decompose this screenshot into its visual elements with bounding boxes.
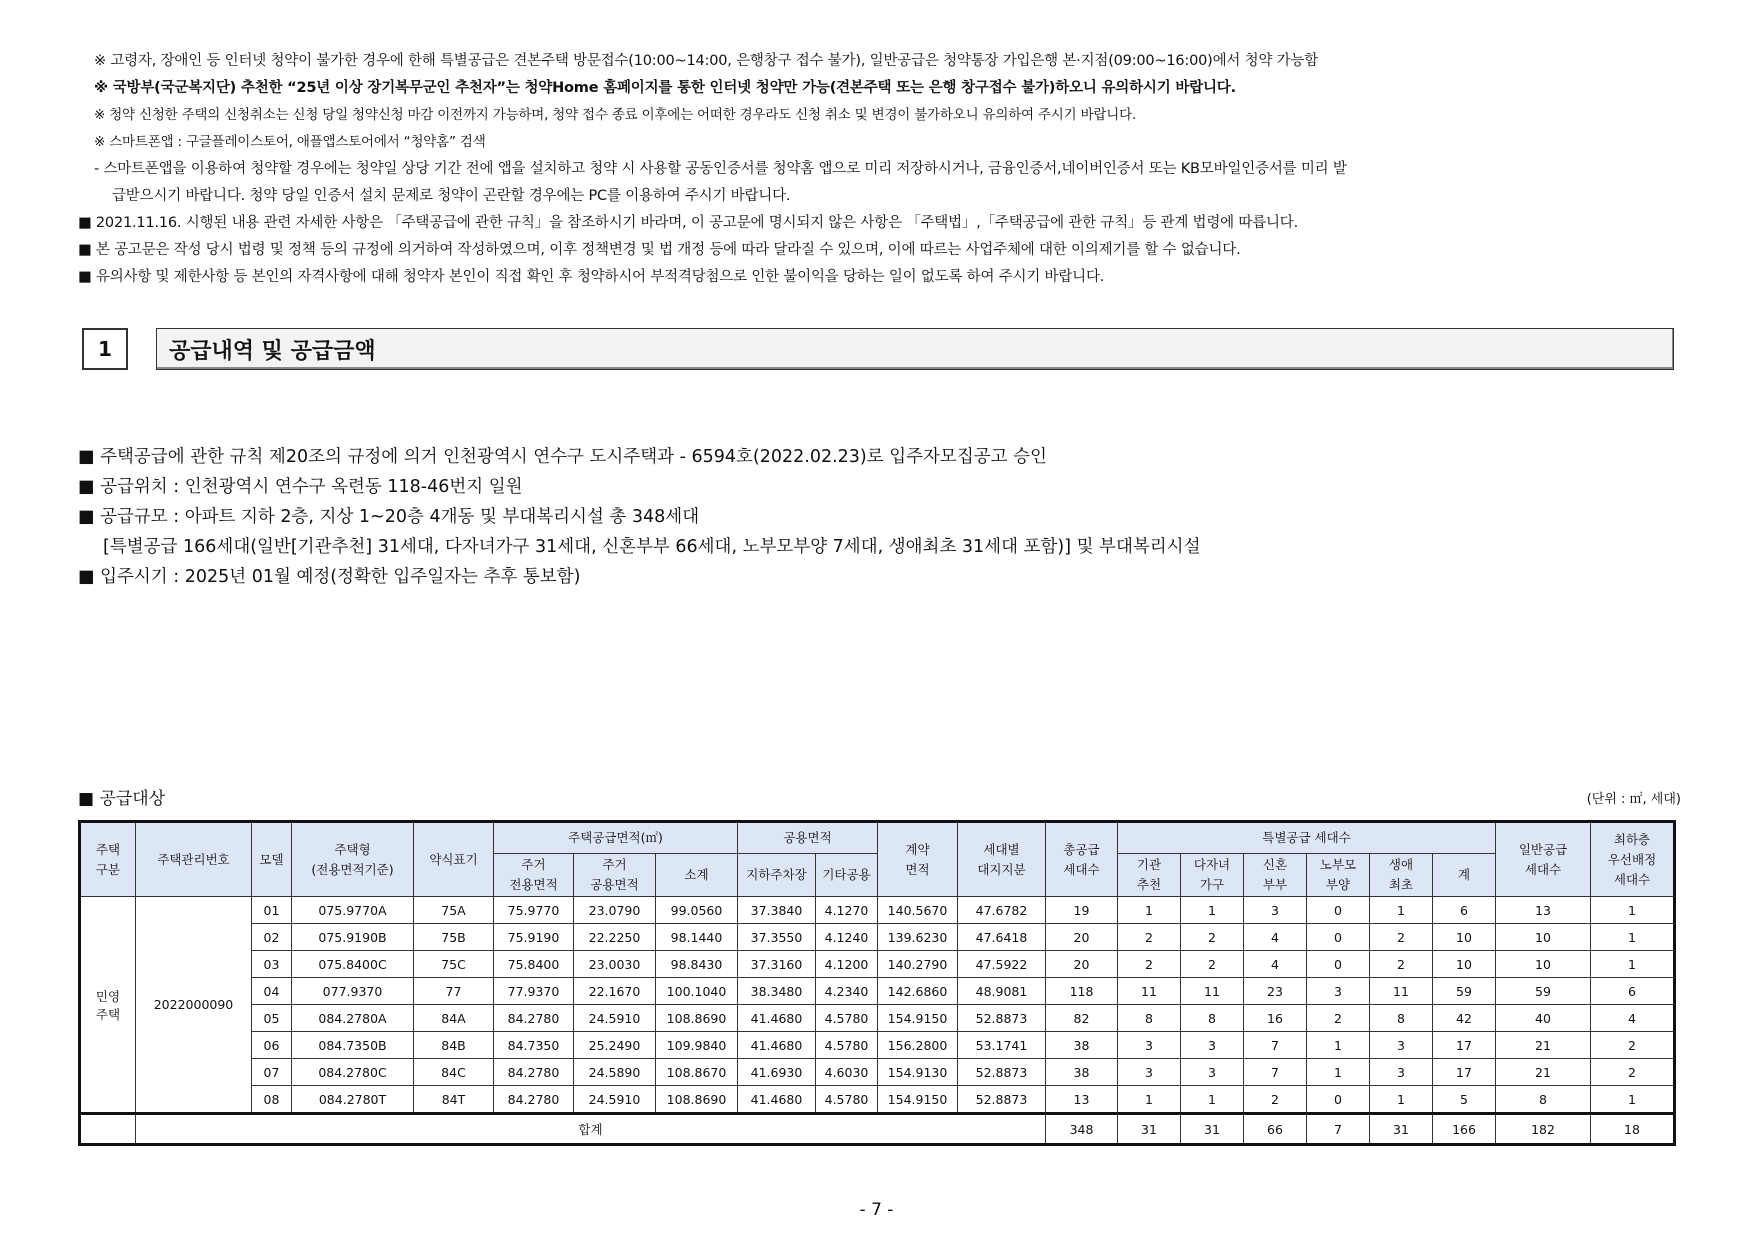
table-cell: 075.9770A <box>292 897 414 924</box>
table-cell: 38 <box>1046 1059 1118 1086</box>
table-cell: 84.7350 <box>494 1032 574 1059</box>
total-cell: 166 <box>1433 1114 1496 1145</box>
table-cell: 59 <box>1433 978 1496 1005</box>
table-cell: 154.9150 <box>878 1005 958 1032</box>
table-cell: 3 <box>1244 897 1307 924</box>
table-cell: 11 <box>1118 978 1181 1005</box>
total-cell: 31 <box>1370 1114 1433 1145</box>
unit-label: (단위 : ㎡, 세대) <box>1586 792 1681 807</box>
supply-target-label: ■ 공급대상 <box>78 789 166 809</box>
table-cell: 142.6860 <box>878 978 958 1005</box>
header-multi-child: 다자녀 가구 <box>1181 854 1244 897</box>
table-cell: 23.0030 <box>574 951 656 978</box>
table-cell: 42 <box>1433 1005 1496 1032</box>
total-cell: 7 <box>1307 1114 1370 1145</box>
header-total-supply: 총공급 세대수 <box>1046 822 1118 897</box>
table-cell: 11 <box>1181 978 1244 1005</box>
header-subtotal: 소계 <box>656 854 738 897</box>
table-cell: 1 <box>1370 1086 1433 1114</box>
table-cell: 1 <box>1307 1032 1370 1059</box>
table-cell: 118 <box>1046 978 1118 1005</box>
table-cell: 2 <box>1118 951 1181 978</box>
table-cell: 13 <box>1496 897 1591 924</box>
table-cell: 84T <box>414 1086 494 1114</box>
table-cell: 1 <box>1307 1059 1370 1086</box>
table-cell: 154.9150 <box>878 1086 958 1114</box>
table-cell: 075.9190B <box>292 924 414 951</box>
table-cell: 108.8690 <box>656 1086 738 1114</box>
header-mgmt-no: 주택관리번호 <box>136 822 252 897</box>
table-cell: 4.5780 <box>816 1032 878 1059</box>
header-special-sum: 계 <box>1433 854 1496 897</box>
table-cell: 77 <box>414 978 494 1005</box>
table-cell: 7 <box>1244 1032 1307 1059</box>
table-cell: 4.5780 <box>816 1086 878 1114</box>
table-cell: 1 <box>1591 1086 1675 1114</box>
table-cell: 21 <box>1496 1032 1591 1059</box>
table-cell: 16 <box>1244 1005 1307 1032</box>
table-cell: 82 <box>1046 1005 1118 1032</box>
table-cell: 04 <box>252 978 292 1005</box>
table-cell: 0 <box>1307 951 1370 978</box>
mgmt-no-cell: 2022000090 <box>136 897 252 1114</box>
table-cell: 084.7350B <box>292 1032 414 1059</box>
header-short: 약식표기 <box>414 822 494 897</box>
table-cell: 20 <box>1046 951 1118 978</box>
table-cell: 84B <box>414 1032 494 1059</box>
table-cell: 23.0790 <box>574 897 656 924</box>
supply-location: ■ 공급위치 : 인천광역시 연수구 옥련동 118-46번지 일원 <box>78 477 523 497</box>
table-cell: 6 <box>1591 978 1675 1005</box>
table-cell: 084.2780C <box>292 1059 414 1086</box>
table-cell: 2 <box>1118 924 1181 951</box>
header-parking: 지하주차장 <box>738 854 816 897</box>
table-row <box>80 897 1675 924</box>
table-cell: 2 <box>1307 1005 1370 1032</box>
table-cell: 37.3840 <box>738 897 816 924</box>
table-cell: 19 <box>1046 897 1118 924</box>
table-cell: 1 <box>1181 897 1244 924</box>
table-cell: 100.1040 <box>656 978 738 1005</box>
table-cell: 22.1670 <box>574 978 656 1005</box>
table-cell: 0 <box>1307 924 1370 951</box>
table-cell: 2 <box>1181 951 1244 978</box>
table-cell: 2 <box>1591 1032 1675 1059</box>
table-cell: 8 <box>1181 1005 1244 1032</box>
table-row <box>80 978 1675 1005</box>
table-cell: 3 <box>1181 1032 1244 1059</box>
table-cell: 07 <box>252 1059 292 1086</box>
table-cell: 17 <box>1433 1059 1496 1086</box>
header-supply-area: 주택공급면적(㎡) <box>494 822 738 854</box>
table-cell: 37.3550 <box>738 924 816 951</box>
table-cell: 10 <box>1496 924 1591 951</box>
table-cell: 1 <box>1591 924 1675 951</box>
header-common-area: 주거 공용면적 <box>574 854 656 897</box>
housing-kind-cell: 민영 주택 <box>80 897 136 1114</box>
table-row <box>80 951 1675 978</box>
table-cell: 1 <box>1118 1086 1181 1114</box>
table-cell: 108.8690 <box>656 1005 738 1032</box>
table-cell: 75C <box>414 951 494 978</box>
note-line: ■ 2021.11.16. 시행된 내용 관련 자세한 사항은 「주택공급에 관한 규칙」을 참조하시기 바라며, 이 공고문에 명시되지 않은 사항은 「주택법」,「주택공급에 관한 규칙」등 관계 법령에 따릅니다. <box>78 215 1299 231</box>
table-cell: 01 <box>252 897 292 924</box>
note-line: ■ 유의사항 및 제한사항 등 본인의 자격사항에 대해 청약자 본인이 직접 확인 후 청약하시어 부적격당첨으로 인한 불이익을 당하는 일이 없도록 하여 주시기 바랍니다. <box>78 269 1105 285</box>
table-cell: 41.6930 <box>738 1059 816 1086</box>
table-cell: 139.6230 <box>878 924 958 951</box>
page-number: - 7 - <box>859 1200 894 1220</box>
table-cell: 0 <box>1307 1086 1370 1114</box>
table-cell: 98.8430 <box>656 951 738 978</box>
table-cell: 47.5922 <box>958 951 1046 978</box>
table-cell: 05 <box>252 1005 292 1032</box>
table-cell: 17 <box>1433 1032 1496 1059</box>
table-cell: 8 <box>1370 1005 1433 1032</box>
table-cell: 38 <box>1046 1032 1118 1059</box>
notice-notes <box>78 48 1688 291</box>
table-cell: 75A <box>414 897 494 924</box>
table-cell: 59 <box>1496 978 1591 1005</box>
table-cell: 22.2250 <box>574 924 656 951</box>
supply-table <box>78 820 1676 1146</box>
header-newlywed: 신혼 부부 <box>1244 854 1307 897</box>
header-elderly: 노부모 부양 <box>1307 854 1370 897</box>
header-land-share: 세대별 대지지분 <box>958 822 1046 897</box>
table-cell: 47.6418 <box>958 924 1046 951</box>
table-cell: 154.9130 <box>878 1059 958 1086</box>
table-cell: 99.0560 <box>656 897 738 924</box>
table-cell: 38.3480 <box>738 978 816 1005</box>
table-cell: 084.2780A <box>292 1005 414 1032</box>
table-cell: 0 <box>1307 897 1370 924</box>
note-line: ※ 국방부(국군복지단) 추천한 “25년 이상 장기복무군인 추천자”는 청약Home 홈페이지를 통한 인터넷 청약만 가능(견본주택 또는 은행 창구접수 불가)하오니 유의하시기 바랍니다. <box>94 80 1236 96</box>
table-cell: 75.9770 <box>494 897 574 924</box>
section-number: 1 <box>82 328 128 370</box>
supply-special-detail: [특별공급 166세대(일반[기관추천] 31세대, 다자녀가구 31세대, 신혼부부 66세대, 노부모부양 7세대, 생애최초 31세대 포함)] 및 부대복리시설 <box>103 537 1201 557</box>
table-cell: 075.8400C <box>292 951 414 978</box>
table-cell: 4.1240 <box>816 924 878 951</box>
table-cell: 98.1440 <box>656 924 738 951</box>
table-cell: 25.2490 <box>574 1032 656 1059</box>
table-cell: 5 <box>1433 1086 1496 1114</box>
note-line: ※ 고령자, 장애인 등 인터넷 청약이 불가한 경우에 한해 특별공급은 견본주택 방문접수(10:00~14:00, 은행창구 접수 불가), 일반공급은 청약통장 가입은행 본·지점(09:00~16:00)에서 청약 가능함 <box>94 53 1319 69</box>
total-label: 합계 <box>136 1114 1046 1145</box>
table-cell: 41.4680 <box>738 1086 816 1114</box>
table-cell: 3 <box>1307 978 1370 1005</box>
supply-info <box>78 442 1578 592</box>
table-cell: 52.8873 <box>958 1086 1046 1114</box>
table-body <box>80 897 1675 1145</box>
header-other-common: 기타공용 <box>816 854 878 897</box>
table-cell: 53.1741 <box>958 1032 1046 1059</box>
table-cell: 3 <box>1118 1032 1181 1059</box>
table-cell: 8 <box>1496 1086 1591 1114</box>
table-cell: 37.3160 <box>738 951 816 978</box>
table-cell: 06 <box>252 1032 292 1059</box>
table-cell: 20 <box>1046 924 1118 951</box>
header-housing-type: 주택형 (전용면적기준) <box>292 822 414 897</box>
table-cell: 10 <box>1496 951 1591 978</box>
header-shared-area: 공용면적 <box>738 822 878 854</box>
table-cell: 2 <box>1370 924 1433 951</box>
table-cell: 47.6782 <box>958 897 1046 924</box>
header-special-supply: 특별공급 세대수 <box>1118 822 1496 854</box>
total-cell: 348 <box>1046 1114 1118 1145</box>
table-cell: 4.5780 <box>816 1005 878 1032</box>
table-cell: 24.5910 <box>574 1005 656 1032</box>
table-cell: 140.2790 <box>878 951 958 978</box>
header-model: 모델 <box>252 822 292 897</box>
supply-approval: ■ 주택공급에 관한 규칙 제20조의 규정에 의거 인천광역시 연수구 도시주택과 - 6594호(2022.02.23)로 입주자모집공고 승인 <box>78 447 1047 467</box>
table-cell: 1 <box>1118 897 1181 924</box>
table-row <box>80 1005 1675 1032</box>
table-cell: 13 <box>1046 1086 1118 1114</box>
table-cell: 75.9190 <box>494 924 574 951</box>
table-cell: 75B <box>414 924 494 951</box>
table-cell: 41.4680 <box>738 1005 816 1032</box>
total-cell: 31 <box>1181 1114 1244 1145</box>
note-line: ■ 본 공고문은 작성 당시 법령 및 정책 등의 규정에 의거하여 작성하였으며, 이후 정책변경 및 법 개정 등에 따라 달라질 수 있으며, 이에 따르는 사업주체에 대한 이의제기를 할 수 없습니다. <box>78 242 1241 258</box>
total-cell: 66 <box>1244 1114 1307 1145</box>
table-cell: 2 <box>1591 1059 1675 1086</box>
note-line: 급받으시기 바랍니다. 청약 당일 인증서 설치 문제로 청약이 곤란할 경우에는 PC를 이용하여 주시기 바랍니다. <box>112 188 791 204</box>
header-contract-area: 계약 면적 <box>878 822 958 897</box>
table-cell: 084.2780T <box>292 1086 414 1114</box>
table-cell: 1 <box>1591 897 1675 924</box>
table-cell: 84.2780 <box>494 1005 574 1032</box>
header-institution: 기관 추천 <box>1118 854 1181 897</box>
table-cell: 03 <box>252 951 292 978</box>
total-cell: 18 <box>1591 1114 1675 1145</box>
table-cell: 3 <box>1370 1032 1433 1059</box>
table-cell: 75.8400 <box>494 951 574 978</box>
table-row <box>80 1086 1675 1114</box>
header-first-time: 생애 최초 <box>1370 854 1433 897</box>
table-cell: 40 <box>1496 1005 1591 1032</box>
table-cell: 24.5890 <box>574 1059 656 1086</box>
table-cell: 077.9370 <box>292 978 414 1005</box>
section-title: 공급내역 및 공급금액 <box>156 328 1674 370</box>
table-cell: 4 <box>1591 1005 1675 1032</box>
table-cell: 4.2340 <box>816 978 878 1005</box>
table-cell: 84.2780 <box>494 1086 574 1114</box>
header-lowest-floor: 최하층 우선배정 세대수 <box>1591 822 1675 897</box>
table-cell: 3 <box>1118 1059 1181 1086</box>
table-row <box>80 1059 1675 1086</box>
table-cell: 84C <box>414 1059 494 1086</box>
table-cell: 109.9840 <box>656 1032 738 1059</box>
table-cell: 156.2800 <box>878 1032 958 1059</box>
table-cell: 140.5670 <box>878 897 958 924</box>
total-row <box>80 1114 1675 1145</box>
table-cell: 7 <box>1244 1059 1307 1086</box>
note-line: ※ 청약 신청한 주택의 신청취소는 신청 당일 청약신청 마감 이전까지 가능하며, 청약 접수 종료 이후에는 어떠한 경우라도 신청 취소 및 변경이 불가하오니 유의하여 주시기 바랍니다. <box>94 107 1137 123</box>
table-row <box>80 1032 1675 1059</box>
table-cell: 3 <box>1370 1059 1433 1086</box>
table-cell: 4.6030 <box>816 1059 878 1086</box>
table-cell: 21 <box>1496 1059 1591 1086</box>
table-cell: 84A <box>414 1005 494 1032</box>
table-cell: 41.4680 <box>738 1032 816 1059</box>
table-cell: 52.8873 <box>958 1059 1046 1086</box>
table-cell: 4.1270 <box>816 897 878 924</box>
table-cell: 24.5910 <box>574 1086 656 1114</box>
table-cell: 3 <box>1181 1059 1244 1086</box>
table-cell: 77.9370 <box>494 978 574 1005</box>
table-cell: 4.1200 <box>816 951 878 978</box>
table-cell: 02 <box>252 924 292 951</box>
table-cell: 108.8670 <box>656 1059 738 1086</box>
header-exclusive-area: 주거 전용면적 <box>494 854 574 897</box>
table-cell: 6 <box>1433 897 1496 924</box>
total-cell: 182 <box>1496 1114 1591 1145</box>
table-cell: 08 <box>252 1086 292 1114</box>
table-cell: 4 <box>1244 951 1307 978</box>
table-cell: 23 <box>1244 978 1307 1005</box>
table-cell: 8 <box>1118 1005 1181 1032</box>
note-line: - 스마트폰앱을 이용하여 청약할 경우에는 청약일 상당 기간 전에 앱을 설치하고 청약 시 사용할 공동인증서를 청약홈 앱으로 미리 저장하시거나, 금융인증서,네이버인증서 또는 KB모바일인증서를 미리 발 <box>94 161 1347 177</box>
total-empty-cell <box>80 1114 136 1145</box>
table-cell: 2 <box>1244 1086 1307 1114</box>
table-cell: 1 <box>1370 897 1433 924</box>
table-cell: 1 <box>1181 1086 1244 1114</box>
header-general-supply: 일반공급 세대수 <box>1496 822 1591 897</box>
table-cell: 48.9081 <box>958 978 1046 1005</box>
table-cell: 10 <box>1433 924 1496 951</box>
table-cell: 10 <box>1433 951 1496 978</box>
supply-move-in: ■ 입주시기 : 2025년 01월 예정(정확한 입주일자는 추후 통보함) <box>78 567 581 587</box>
note-line: ※ 스마트폰앱 : 구글플레이스토어, 애플앱스토어에서 “청약홈” 검색 <box>94 134 486 150</box>
table-cell: 2 <box>1181 924 1244 951</box>
table-cell: 1 <box>1591 951 1675 978</box>
table-cell: 11 <box>1370 978 1433 1005</box>
header-type: 주택 구분 <box>80 822 136 897</box>
table-cell: 4 <box>1244 924 1307 951</box>
table-cell: 52.8873 <box>958 1005 1046 1032</box>
table-cell: 2 <box>1370 951 1433 978</box>
table-cell: 84.2780 <box>494 1059 574 1086</box>
supply-scale: ■ 공급규모 : 아파트 지하 2층, 지상 1~20층 4개동 및 부대복리시설 총 348세대 <box>78 507 700 527</box>
total-cell: 31 <box>1118 1114 1181 1145</box>
table-row <box>80 924 1675 951</box>
